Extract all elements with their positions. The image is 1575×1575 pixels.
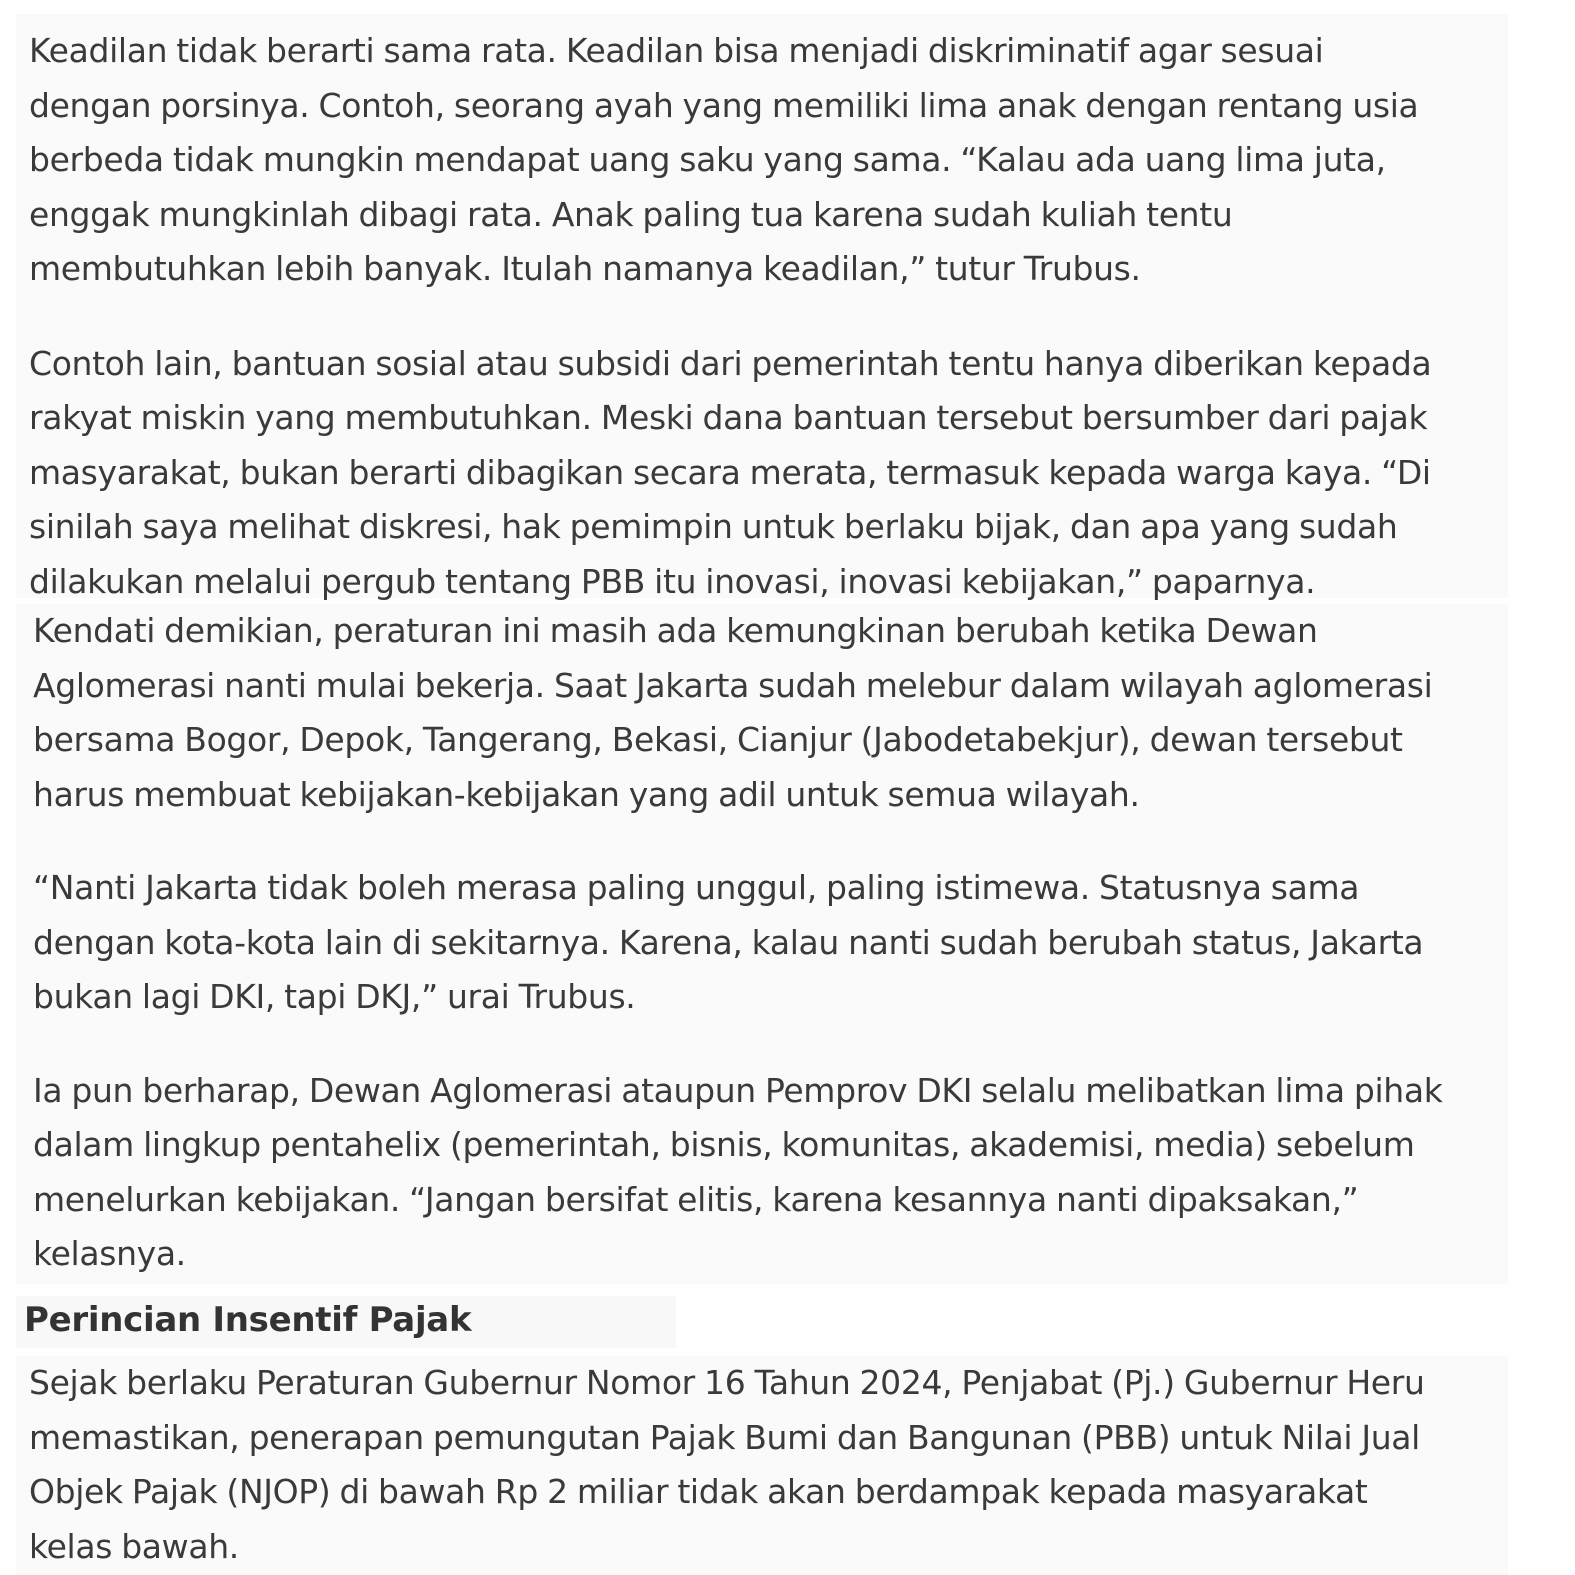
paragraph-kendati bbox=[33, 604, 1508, 822]
text-line: berbeda tidak mungkin mendapat uang saku yang sama. “Kalau ada uang lima juta, bbox=[29, 140, 1386, 179]
text-line: “Nanti Jakarta tidak boleh merasa paling unggul, paling istimewa. Statusnya sama bbox=[33, 868, 1360, 907]
text-line: dengan porsinya. Contoh, seorang ayah yang memiliki lima anak dengan rentang usia bbox=[29, 85, 1419, 125]
paragraph-contoh-lain bbox=[29, 337, 1508, 610]
text-line: Ia pun berharap, Dewan Aglomerasi ataupun Pemprov DKI selalu melibatkan lima pihak bbox=[33, 1070, 1443, 1110]
text-line: Kendati demikian, peraturan ini masih ada kemungkinan berubah ketika Dewan bbox=[33, 611, 1318, 650]
text-line: Sejak berlaku Peraturan Gubernur Nomor 16 Tahun 2024, Penjabat (Pj.) Gubernur Heru bbox=[29, 1363, 1425, 1402]
paragraph-sejak-berlaku bbox=[29, 1356, 1508, 1574]
paragraph-ia-pun bbox=[33, 1064, 1508, 1282]
article-block-1 bbox=[16, 14, 1508, 601]
text-line: enggak mungkinlah dibagi rata. Anak paling tua karena sudah kuliah tentu bbox=[29, 194, 1233, 234]
article-block-3 bbox=[16, 1356, 1508, 1575]
text-line: kelas bawah. bbox=[29, 1526, 239, 1566]
article-block-2 bbox=[16, 604, 1508, 1284]
text-line: Objek Pajak (NJOP) di bawah Rp 2 miliar tidak akan berdampak kepada masyarakat bbox=[29, 1472, 1368, 1511]
text-line: membutuhkan lebih banyak. Itulah namanya keadilan,” tutur Trubus. bbox=[29, 249, 1141, 288]
text-line: bukan lagi DKI, tapi DKJ,” urai Trubus. bbox=[33, 977, 636, 1016]
text-line: kelasnya. bbox=[33, 1234, 186, 1273]
text-line: menelurkan kebijakan. “Jangan bersifat elitis, karena kesannya nanti dipaksakan,” bbox=[33, 1179, 1359, 1219]
text-line: Keadilan tidak berarti sama rata. Keadilan bisa menjadi diskriminatif agar sesuai bbox=[29, 31, 1324, 70]
section-heading: Perincian Insentif Pajak bbox=[24, 1300, 472, 1340]
text-line: memastikan, penerapan pemungutan Pajak Bumi dan Bangunan (PBB) untuk Nilai Jual bbox=[29, 1417, 1420, 1457]
text-line: masyarakat, bukan berarti dibagikan secara merata, termasuk kepada warga kaya. “Di bbox=[29, 452, 1431, 492]
paragraph-quote-nanti bbox=[33, 861, 1508, 1025]
text-line: dilakukan melalui pergub tentang PBB itu inovasi, inovasi kebijakan,” paparnya. bbox=[29, 561, 1316, 601]
text-line: sinilah saya melihat diskresi, hak pemimpin untuk berlaku bijak, dan apa yang sudah bbox=[29, 507, 1398, 546]
text-line: dalam lingkup pentahelix (pemerintah, bisnis, komunitas, akademisi, media) sebelum bbox=[33, 1125, 1415, 1164]
text-line: bersama Bogor, Depok, Tangerang, Bekasi, Cianjur (Jabodetabekjur), dewan tersebut bbox=[33, 720, 1403, 759]
text-line: Contoh lain, bantuan sosial atau subsidi dari pemerintah tentu hanya diberikan kepada bbox=[29, 343, 1432, 383]
paragraph-keadilan bbox=[29, 24, 1508, 297]
section-heading-block bbox=[16, 1296, 676, 1348]
text-line: rakyat miskin yang membutuhkan. Meski dana bantuan tersebut bersumber dari pajak bbox=[29, 398, 1428, 437]
text-line: dengan kota-kota lain di sekitarnya. Karena, kalau nanti sudah berubah status, Jakarta bbox=[33, 922, 1424, 962]
text-line: Aglomerasi nanti mulai bekerja. Saat Jakarta sudah melebur dalam wilayah aglomerasi bbox=[33, 665, 1433, 705]
text-line: harus membuat kebijakan-kebijakan yang adil untuk semua wilayah. bbox=[33, 774, 1140, 814]
